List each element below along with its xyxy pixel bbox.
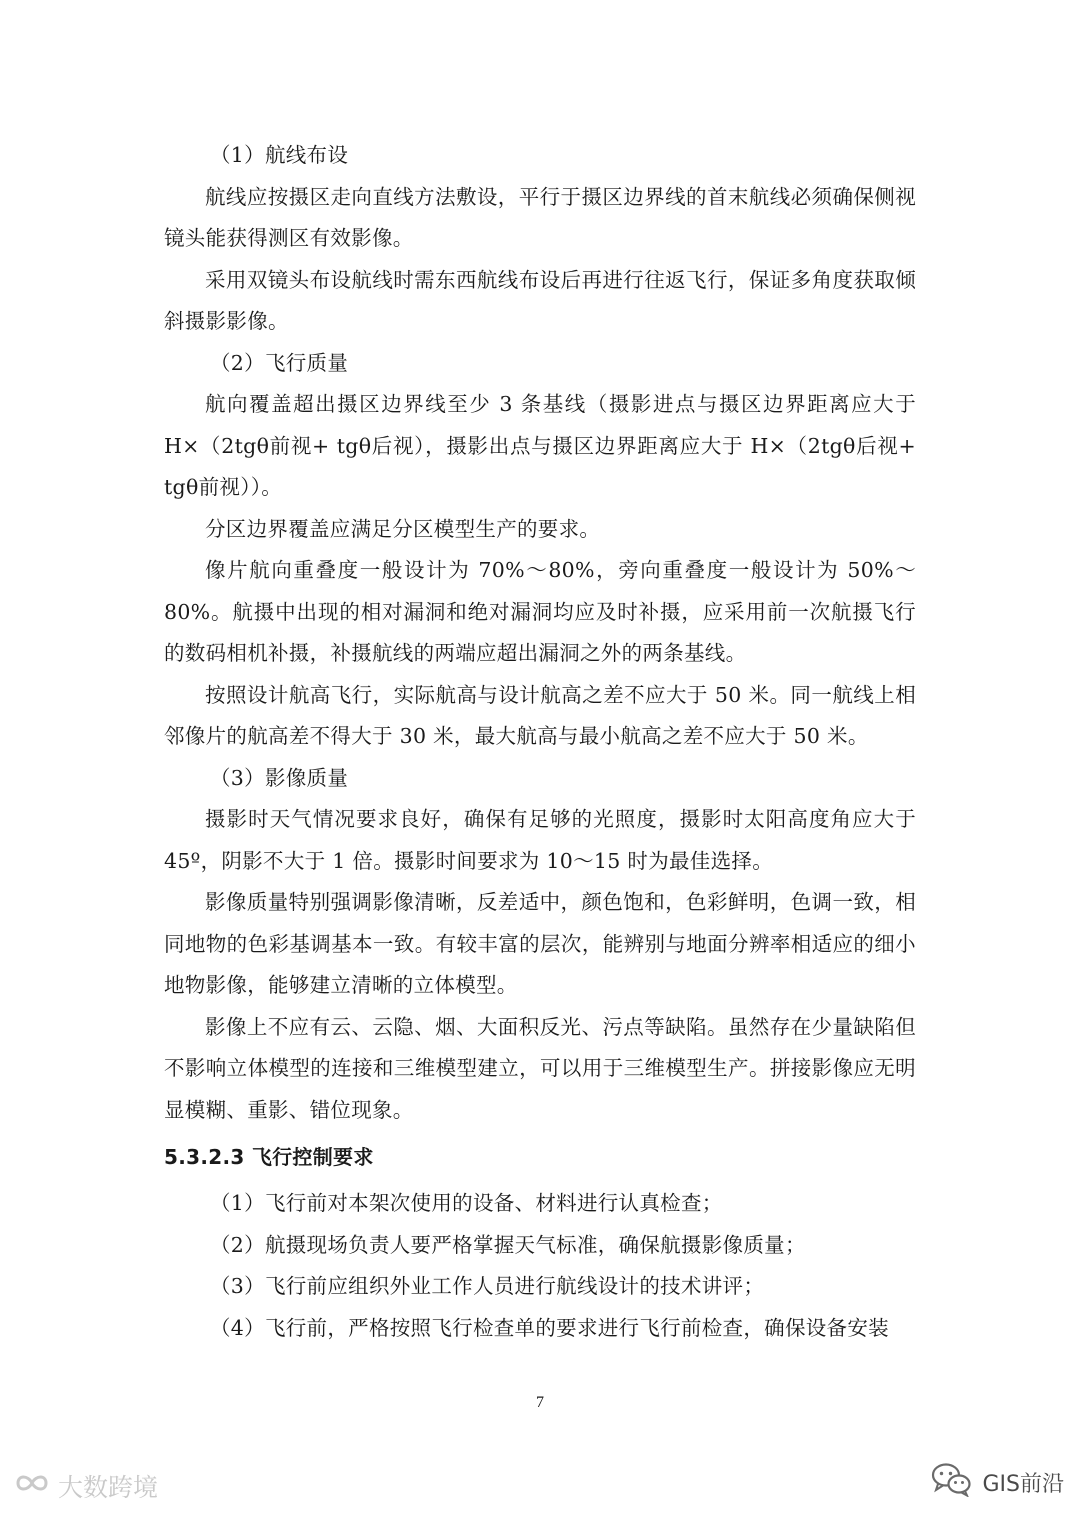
watermark-left-text: 大数跨境 (58, 1473, 159, 1502)
paragraph: 按照设计航高飞行，实际航高与设计航高之差不应大于 50 米。同一航线上相邻像片的航高差不得大于 30 米，最大航高与最小航高之差不应大于 50 米。 (164, 682, 916, 748)
list-item: （3）飞行前应组织外业工作人员进行航线设计的技术讲评； (210, 1274, 765, 1298)
section-subheading: （1）航线布设 (210, 143, 349, 167)
list-item: （4）飞行前，严格按照飞行检查单的要求进行飞行前检查，确保设备安装 (210, 1315, 889, 1340)
watermark-right-text: GIS前沿 (982, 1471, 1064, 1497)
section-subheading: （2）飞行质量 (210, 350, 349, 375)
list-item: （1）飞行前对本架次使用的设备、材料进行认真检查； (210, 1191, 723, 1215)
paragraph: 采用双镜头布设航线时需东西航线布设后再进行往返飞行，保证多角度获取倾斜摄影影像。 (164, 267, 916, 333)
paragraph: 航线应按摄区走向直线方法敷设，平行于摄区边界线的首末航线必须确保侧视镜头能获得测区有效影像。 (164, 184, 916, 250)
paragraph: 分区边界覆盖应满足分区模型生产的要求。 (205, 516, 601, 541)
paragraph: 影像上不应有云、云隐、烟、大面积反光、污点等缺陷。虽然存在少量缺陷但不影响立体模型的连接和三维模型建立，可以用于三维模型生产。拼接影像应无明显模糊、重影、错位现象。 (164, 1014, 916, 1122)
list-item: （2）航摄现场负责人要严格掌握天气标准，确保航摄影像质量； (210, 1232, 806, 1257)
watermark-left (12, 1468, 158, 1504)
infinity-logo-icon (12, 1470, 52, 1502)
watermark-right (930, 1462, 1064, 1502)
section-subheading: （3）影像质量 (210, 765, 349, 790)
section-heading: 5.3.2.3 飞行控制要求 (164, 1145, 374, 1169)
wechat-icon (930, 1461, 972, 1503)
paragraph: 影像质量特别强调影像清晰，反差适中，颜色饱和，色彩鲜明，色调一致，相同地物的色彩基调基本一致。有较丰富的层次，能辨别与地面分辨率相适应的细小地物影像，能够建立清晰的立体模型。 (164, 890, 916, 997)
paragraph: 摄影时天气情况要求良好，确保有足够的光照度，摄影时太阳高度角应大于 45º，阴影不大于 1 倍。摄影时间要求为 10～15 时为最佳选择。 (164, 807, 916, 873)
document-body (164, 135, 916, 1349)
page-number: 7 (536, 1394, 544, 1411)
paragraph: 像片航向重叠度一般设计为 70%～80%，旁向重叠度一般设计为 50%～80%。航摄中出现的相对漏洞和绝对漏洞均应及时补摄，应采用前一次航摄飞行的数码相机补摄，补摄航线的两端应超出漏洞之外的两条基线。 (164, 558, 916, 665)
paragraph: 航向覆盖超出摄区边界线至少 3 条基线（摄影进点与摄区边界距离应大于 H×（2tgθ前视+ tgθ后视），摄影出点与摄区边界距离应大于 H×（2tgθ后视+ tgθ前视））。 (164, 392, 916, 499)
